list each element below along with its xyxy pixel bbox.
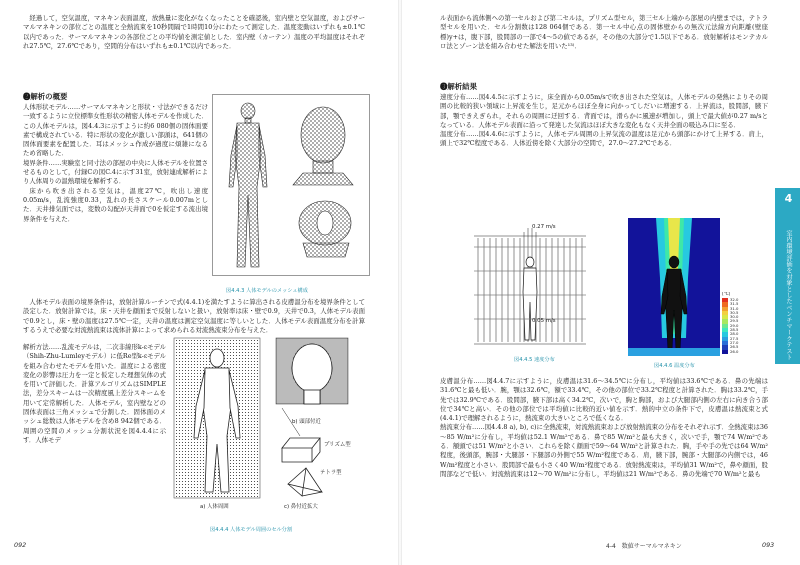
legend-value: 29.5 — [730, 318, 739, 324]
inlet-velocity-label: 0.05 m/s — [532, 318, 556, 324]
body-cell-label: a) 人体周囲 — [200, 504, 229, 510]
left-top-paragraph: 経過して，空気温度，マネキン表面温度，放熱量に変化がなくなったことを確認後，室内壁と空気温度，およびサーマルマネキンの部位ごとの温度と全熱流束を10秒間隔で1時間10分にわたって測定した．温度変動はいずれも±0.1℃以内であった．サーマルマネキンの各部位ごとの平均値を測定値とした．室内壁（カーテン）温度の平均温度はそれぞれ27.5℃，27.6℃であり，空間的分布はいずれも±0.1℃以内であった． — [23, 14, 365, 50]
max-velocity-label: 0.27 m/s — [532, 224, 556, 230]
head-cell-label: b) 頭部付近 — [292, 419, 321, 425]
prism-cell-shape — [282, 438, 320, 462]
legend-scale — [722, 298, 752, 354]
right-top-paragraph: ル表面から流体側への第一セルおよび第二セルは，プリズム型セル，第三セル上端から部屋の内壁までは，テトラ型セルを用いた．セル分割数は128 064個である．第一セル中心点の固体壁からの無次元法線方向距離(壁座標)y+は，腹下部，股間部の一部で4～5の値であるが，その他の大部分で1.5以下である．放射解析はモンテカルロ法とゾーン法を組み合わせた解法を用いた¹³⁾． — [440, 14, 768, 50]
left-lower-column-text: 解析方法……乱流モデルは，二次非線形k-εモデル（Shih-Zhu-Lumleyモデル）に低Re型k-εモデルを組み合わせたモデルを用いた．温度による密度変化の影響は圧力を一定と仮定した理想気体の式を用いて評価した．計算アルゴリズムはSIMPLE法，差分スキームは一次精度風上差分スキームを用いて定常解析した．人体モデル，室内壁などの固体表面は三角メッシュで分割した．固体面のメッシュ総数は人体モデルを含め8 942個である．周囲の空間のメッシュ分割状況を図4.4.4に示す．人体モデ — [23, 343, 166, 444]
temperature-legend — [722, 292, 752, 356]
chapter-tab — [777, 188, 800, 364]
legend-value: 26.0 — [730, 348, 739, 354]
figure-4-4-3-caption: 図4.4.3 人体モデルのメッシュ構成 — [226, 288, 308, 294]
tetra-label: テトラ型 — [320, 470, 342, 476]
legend-row — [722, 350, 752, 354]
chapter-number: 4 — [784, 192, 793, 205]
chapter-title: 室内環境評価を対象としたベンチマークテスト — [785, 230, 792, 361]
legend-value: 32.0 — [730, 297, 739, 302]
legend-value: 30.0 — [730, 314, 739, 320]
full-body-mesh — [229, 103, 267, 267]
prism-label: プリズム型 — [324, 442, 351, 448]
temperature-figure — [628, 218, 720, 356]
legend-value: 30.5 — [730, 309, 739, 315]
legend-value: 28.0 — [730, 331, 739, 337]
legend-value: 27.0 — [730, 339, 739, 345]
legend-value: 31.5 — [730, 301, 739, 307]
right-folio: 093 — [762, 541, 775, 549]
right-lower-text: 皮膚温分布……図4.4.7に示すように，皮膚温は31.6～34.5℃に分布し，平均値は33.6℃である．鼻の先端は31.6℃と最も低い．腕，顎は32.6℃，額で33.4℃，その他の部位で33.2℃程度と計算された．胸は33.2℃，手先では32.9℃である．股間部，腋下部は高く34.2℃，次いで，胸と胸部，および大腿部内側の左右に向き合う部位で34℃と高い．その他の部位では平均値に比較的近い値を示す．熱的中立の条件下で，皮膚温は熱流束と式(4.4.1)で理解されるように，熱流束の大きいところで低くなる． 熱流束分布……図4.4.8 a), b), c)に全熱流束，対流熱流束および放射熱流束の分布をそれぞれ示す．全熱流束は36～85 W/m²に分布し，平均値は52.1 W/m²である．鼻で85 W/m²と最も大きく，次いで手，顎で74 W/m²である．額頭では51 W/m²と小さい．これらを除く顔面で59～64 W/m²と計算された．胸，手や手の先では64 W/m²程度，後頭部，腕部・大腿部・下腿部の外側で55 W/m²程度である．肩，腋下部，腕部・大腿部の内側では，46 W/m²程度と小さい．股間部で最も小さく40 W/m²程度である．放射熱流束は，平均値31 W/m²で，鼻や顔面，股間部などで低い．対流熱流束は12～70 W/m²に分布し，平均値は21 W/m²である．鼻の先端で70 W/m²と最も — [440, 377, 768, 478]
running-head: 4-4 数値サーマルマネキン — [606, 543, 682, 550]
legend-value: 27.5 — [730, 335, 739, 341]
cell-division-figure — [172, 336, 368, 522]
figure-4-4-6-caption: 図4.4.6 温度分布 — [654, 363, 695, 369]
head-cell-panel — [276, 338, 348, 404]
figure-4-4-5-caption: 図4.4.5 速度分布 — [514, 357, 555, 363]
head-mesh-front — [293, 107, 353, 185]
body-cell-panel — [174, 338, 260, 498]
left-column-text: ❷解析の概要 人体形状モデル……サーマルマネキンと形状・寸法ができるだけ一致するように立位標準女性形状の精密人体モデルを作成した．この人体モデルは，図4.4.3に示すように約6 080個の固体面要素で構成されている．特に形状の変化が激しい部頭は，641個の固体面要素を配置した．耳はメッシュ作成が過度に煩雑になるため省略した． 境界条件……実験室と同寸法の部屋の中央に人体モデルを位置させるものとして，付録Cの図C.4に示す31室，放射連成解析により人体周りの温熱環境を解析する． 床から吹き出される空気は，温度27℃，吹出し速度0.05m/s，乱流強度0.33，乱れの長さスケール0.007mとした．天井排気面では，変数の勾配が天井面で0を仮定する流出境界条件を与えた． — [23, 92, 209, 223]
nose-cell-label: c) 鼻付近拡大 — [284, 504, 318, 510]
head-mesh-side — [299, 201, 351, 257]
velocity-figure — [470, 222, 590, 352]
section-heading: ❷解析の概要 — [23, 92, 68, 101]
legend-value: 26.5 — [730, 344, 739, 350]
legend-swatch — [722, 350, 728, 354]
legend-value: 31.0 — [730, 305, 739, 311]
tetra-cell-shape — [288, 468, 322, 496]
velocity-body — [523, 257, 537, 340]
legend-value: 29.0 — [730, 322, 739, 328]
legend-value: 28.5 — [730, 327, 739, 333]
right-results-text: ❸解析結果 速度分布……図4.4.5に示すように，床全面から0.05m/sで吹き出された空気は，人体モデルの発熱によりその周囲の比較的狭い領域に上昇流を生じ，足元からほぼ全身に向かってしだいに増速する．上昇流は，股間部，腋下部，顎できえぎられ，それらの周囲に迂回する．背面では，滑らかに風速が増加し，頭上で最大値が0.27 m/sとなっている．人体モデル表面に沿って発達した気流はほぼ大きな変化もなく天井全面の吸込み口に至る． 温度分布……図4.4.6に示すように，人体モデル周囲の上昇気流の温度は足元から頭部にかけて上昇する．肩上，頭上で32℃程度である．人体近傍を除く大部分の空間で，27.0～27.2℃である． — [440, 82, 768, 148]
figure-4-4-4-caption: 図4.4.4 人体モデル周囲のセル分割 — [210, 527, 293, 533]
left-full-width-paragraph: 人体モデル表面の境界条件は，放射計算ルーチンで式(4.4.1)を満たすように算出される皮膚温分布を境界条件として設定した．放射計算では，床・天井を顔面まで反射しないと扱い，放射率は床・壁で0.9，天井で0.3，人体モデル表面で0.9とし，床・壁の温度は27.5℃一定，天井の温度は測定空気温度に等しいとした．人体モデル表面温度分布を計算するうえで必要な対流熱流束は流体計算によって求められる対流熱流束分布を与えた． — [23, 298, 365, 334]
mesh-figure — [212, 94, 370, 276]
right-page — [400, 0, 800, 565]
legend-unit: [℃] — [722, 292, 731, 297]
results-heading: ❸解析結果 — [440, 82, 477, 91]
left-folio: 092 — [14, 541, 27, 549]
